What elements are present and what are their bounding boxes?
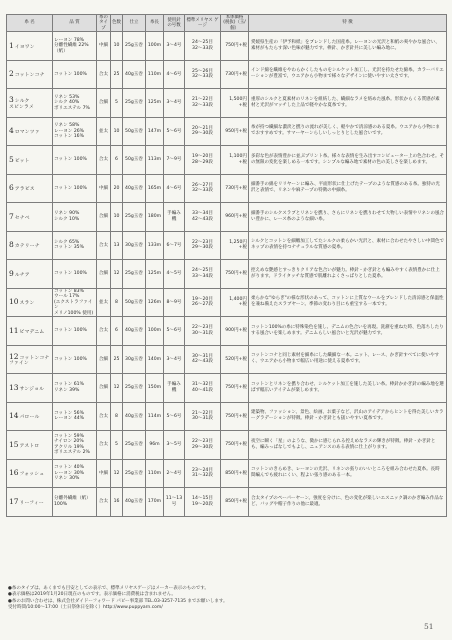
material-cell: コットン 56% レーヨン 44%	[53, 402, 97, 431]
yarn-name: コットンコナ	[14, 73, 45, 79]
type-cell: 合細	[97, 89, 111, 118]
type-cell: 合太	[97, 231, 111, 260]
type-cell: 合細	[97, 203, 111, 232]
header-length: 糸長	[146, 15, 164, 32]
needle-cell: 3～4号	[164, 89, 185, 118]
header-spec: 仕立	[123, 15, 146, 32]
yarn-name: アストロ	[19, 443, 40, 449]
type-cell: 中細	[97, 32, 111, 61]
length-cell: 114m	[146, 402, 164, 431]
colors-cell: 25	[111, 345, 123, 374]
gauge-cell: 21～22目 32～33段	[185, 89, 221, 118]
colors-cell: 8	[111, 402, 123, 431]
yarn-name: セナベ	[14, 215, 30, 221]
feature-cell: コットンのきらめき、レーヨンの光沢、リネンの張りのいいところを組み合わせた夏糸。長時間編んでも疲れにくい、程よい張り感のある一本。	[249, 459, 447, 488]
price-cell: 750円+税	[221, 402, 249, 431]
header-needle: 使用針 の号数	[164, 15, 185, 32]
row-number: 12	[9, 351, 19, 361]
type-cell: 合太	[97, 146, 111, 175]
header-feature: 特 徴	[249, 15, 447, 32]
length-cell: 125m	[146, 260, 164, 289]
spec-cell: 50g玉巻	[123, 288, 146, 317]
row-number: 4	[9, 126, 14, 136]
table-row	[7, 60, 447, 89]
gauge-cell: 19～20目 26～27段	[185, 288, 221, 317]
type-cell: 合太	[97, 431, 111, 460]
spec-cell: 25g玉巻	[123, 260, 146, 289]
row-number: 13	[9, 382, 19, 392]
length-cell: 133m	[146, 231, 164, 260]
yarn-name: パロール	[19, 415, 40, 421]
table-row	[7, 317, 447, 346]
yarn-name-cell	[7, 32, 53, 61]
length-cell: 100m	[146, 32, 164, 61]
table-row	[7, 203, 447, 232]
price-cell: 960円+税	[221, 203, 249, 232]
feature-cell: コットンとリネンを撚り合わせ、シルケット加工を施した美しい糸。棒針かかぎ針の編み地を選ばず幅広いアイテムが楽しめます。	[249, 374, 447, 403]
price-cell: 850円+税	[221, 459, 249, 488]
needle-cell: 3～4号	[164, 345, 185, 374]
table-row	[7, 89, 447, 118]
needle-cell: 5～6号	[164, 402, 185, 431]
colors-cell: 10	[111, 32, 123, 61]
footer-note: ●表示価格は2019年1月20日現在のものです。表示価格に消費税は含まれません。	[8, 592, 176, 598]
colors-cell: 13	[111, 231, 123, 260]
header-colors: 色数	[111, 15, 123, 32]
price-cell: 730円+税	[221, 174, 249, 203]
gauge-cell: 30～31目 42～43段	[185, 345, 221, 374]
yarn-name-cell	[7, 317, 53, 346]
yarn-name-cell	[7, 89, 53, 118]
spec-cell: 25g玉巻	[123, 89, 146, 118]
needle-cell: 3～4号	[164, 32, 185, 61]
row-number: 9	[9, 268, 14, 278]
feature-cell: コットン100%の糸に特殊染色を施し、デニムの色合いを再現。洗濯を重ねた時、色落ちしたりする風合いを楽しめます。デニムらしい風合いと光沢が魅力です。	[249, 317, 447, 346]
price-cell: 900円+税	[221, 317, 249, 346]
yarn-name-cell	[7, 288, 53, 317]
needle-cell: 5～6号	[164, 117, 185, 146]
price-cell: 750円+税	[221, 32, 249, 61]
type-cell: 合細	[97, 345, 111, 374]
spec-cell: 50g玉巻	[123, 146, 146, 175]
gauge-cell: 23～24目 31～32段	[185, 459, 221, 488]
needle-cell: 手編み機	[164, 203, 185, 232]
gauge-cell: 26～27目 32～33段	[185, 174, 221, 203]
material-cell: リネン 90% シルク 10%	[53, 203, 97, 232]
header-material: 品 質	[53, 15, 97, 32]
feature-cell: 愛媛県生産の「伊予和紙」をブレンドした国産糸。レーヨンの光沢と和紙の爽やかな風合い、素材がもたらす深い色味が魅力です。棒針、かぎ針共に美しい編み地に。	[249, 32, 447, 61]
material-cell: コットン 59% ナイロン 20% アクリル 19% ポリエステル 2%	[53, 431, 97, 460]
gauge-cell: 31～32目 40～41段	[185, 374, 221, 403]
spec-cell: 25g玉巻	[123, 374, 146, 403]
material-cell: リネン 58% レーヨン 26% コットン 16%	[53, 117, 97, 146]
yarn-name-cell	[7, 402, 53, 431]
feature-cell: 細番手の綿をリリヤーンに編み、平面形状に仕上げたテープのような質感のある糸。独特の光沢と表情で、リネンや麻テープの特徴の中細糸。	[249, 174, 447, 203]
row-number: 15	[9, 439, 19, 449]
yarn-name: ルチア	[14, 272, 30, 278]
gauge-cell: 19～20目 28～29段	[185, 146, 221, 175]
spec-cell: 40g玉巻	[123, 488, 146, 517]
footer-note: ●糸のタイプは、あくまでも目安としての表示で、標準メリヤスゲージはメーカー表示のものです。	[8, 586, 209, 591]
table-row	[7, 345, 447, 374]
table-row	[7, 402, 447, 431]
price-cell: 1,400円+税	[221, 288, 249, 317]
feature-cell: 重厚のシルクと夏素材のリネンを組紡した、繊細なラメを絡めた風糸。形状からくる質感が素材と光沢がマッチした上品で軽やかな夏糸です。	[249, 89, 447, 118]
length-cell: 113m	[146, 146, 164, 175]
length-cell: 125m	[146, 89, 164, 118]
material-cell: 分離外繊維（紙） 100%	[53, 488, 97, 517]
material-cell: コットン 83% ウール 17% (エクストラファイン メリノ100% 使用)	[53, 288, 97, 317]
yarn-name: スラン	[19, 301, 35, 307]
row-number: 5	[9, 154, 14, 164]
type-cell: 並太	[97, 288, 111, 317]
colors-cell: 12	[111, 260, 123, 289]
row-number: 6	[9, 183, 14, 193]
row-number: 10	[9, 297, 19, 307]
spec-cell: 30g玉巻	[123, 345, 146, 374]
table-row	[7, 260, 447, 289]
row-number: 2	[9, 69, 14, 79]
spec-cell: 25g玉巻	[123, 203, 146, 232]
needle-cell: 8～9号	[164, 288, 185, 317]
spec-cell: 40g玉巻	[123, 402, 146, 431]
yarn-name-cell	[7, 345, 53, 374]
spec-cell: 40g玉巻	[123, 174, 146, 203]
spec-cell: 25g玉巻	[123, 459, 146, 488]
price-cell: 850円+税	[221, 488, 249, 517]
feature-cell: 建築物、ファッション、景色、絵画、お菓子など、沢山のアイデアからヒントを得た美しいカラーグラデーションが特徴。棒針・かぎ針とも扱いやすい夏糸です。	[249, 402, 447, 431]
feature-cell: 控えめな艶感とすっきりクリアな色合いが魅力。棒針・かぎ針とも編みやすく表情豊かに仕上がります。ドライタッチな質感で肌離れよくさっぱりとした夏糸。	[249, 260, 447, 289]
table-row	[7, 174, 447, 203]
type-cell: 並太	[97, 117, 111, 146]
feature-cell: 細番手のシルクスラブとリネンを撚り、さらにリネンを撚りわせて大物しい表情やリネンの風合い豊かに、レース糸のような細い糸。	[249, 203, 447, 232]
colors-cell: 16	[111, 488, 123, 517]
yarn-name-cell	[7, 60, 53, 89]
colors-cell: 25	[111, 60, 123, 89]
yarn-name-cell	[7, 146, 53, 175]
row-number: 17	[9, 496, 19, 506]
yarn-name: コットンコナ ファイン	[9, 355, 50, 367]
price-cell: 730円+税	[221, 60, 249, 89]
material-cell: コットン 100%	[53, 174, 97, 203]
colors-cell: 8	[111, 288, 123, 317]
yarn-name-cell	[7, 459, 53, 488]
price-cell: 950円+税	[221, 117, 249, 146]
needle-cell: 4～5号	[164, 260, 185, 289]
row-number: 8	[9, 240, 14, 250]
colors-cell: 5	[111, 89, 123, 118]
type-cell: 合細	[97, 260, 111, 289]
length-cell: 170m	[146, 488, 164, 517]
material-cell: コットン 100%	[53, 146, 97, 175]
row-number: 14	[9, 411, 19, 421]
feature-cell: 多彩な色が表情豊かに並ぶプリント糸。様々な表情を生み出すコンピューター上の色合わせ。その無限の変化を楽しめる一本です。シンプルな編み地で素材の色の美しさを楽しめます。	[249, 146, 447, 175]
yarn-name: ビット	[14, 158, 30, 164]
yarn-name: ロマンツァ	[14, 130, 40, 136]
colors-cell: 6	[111, 146, 123, 175]
yarn-spec-table	[6, 14, 447, 517]
gauge-cell: 14～15目 19～20段	[185, 488, 221, 517]
yarn-name-cell	[7, 174, 53, 203]
length-cell: 180m	[146, 203, 164, 232]
row-number: 11	[9, 325, 19, 335]
price-cell: 1,500円+税	[221, 89, 249, 118]
type-cell: 中細	[97, 459, 111, 488]
colors-cell: 10	[111, 117, 123, 146]
price-cell: 1,250円+税	[221, 231, 249, 260]
gauge-cell: 33～34目 42～43段	[185, 203, 221, 232]
colors-cell: 6	[111, 317, 123, 346]
gauge-cell: 22～23目 30～31段	[185, 317, 221, 346]
yarn-name-cell	[7, 260, 53, 289]
gauge-cell: 21～22目 30～31段	[185, 402, 221, 431]
colors-cell: 12	[111, 459, 123, 488]
spec-cell: 50g玉巻	[123, 117, 146, 146]
table-row	[7, 117, 447, 146]
yarn-name-cell	[7, 374, 53, 403]
feature-cell: コットンコナと同じ素材を細糸にした繊細な一本。ニット、レース、かぎ針すべてに使いやすく、ウエアから小物まで幅広い用途に使える夏糸です。	[249, 345, 447, 374]
spec-cell: 30g玉巻	[123, 231, 146, 260]
gauge-cell: 22～23目 29～30段	[185, 431, 221, 460]
gauge-cell: 24～25目 33～34段	[185, 260, 221, 289]
length-cell: 165m	[146, 174, 164, 203]
material-cell: リネン 53% シルク 40% ポリエステル 7%	[53, 89, 97, 118]
length-cell: 140m	[146, 345, 164, 374]
feature-cell: シルクとコットンを細嫩加工してたシルクの柔らかい光沢と、素材に合わせたやさしい中間色でネップの表情を持つナチュラルな質感の夏糸。	[249, 231, 447, 260]
length-cell: 126m	[146, 288, 164, 317]
table-row	[7, 431, 447, 460]
row-number: 7	[9, 211, 14, 221]
table-body	[7, 32, 447, 517]
yarn-catalog-sheet	[6, 14, 446, 517]
yarn-name: フォッシュ	[19, 472, 45, 478]
yarn-name: シルク スピンラメ	[9, 99, 34, 110]
needle-cell: 7～9号	[164, 146, 185, 175]
price-cell: 750円+税	[221, 374, 249, 403]
colors-cell: 5	[111, 431, 123, 460]
row-number: 3	[9, 95, 14, 104]
feature-cell: 柔らかな"ゆらぎ"の様な形状のあって、コットンに上質なウールをブレンドした清涼感と保温性を兼ね備えたスラブヤーン。季節の変わり目にも重宝する一本です。	[249, 288, 447, 317]
page-number: 51	[424, 622, 434, 631]
table-row	[7, 288, 447, 317]
table-row	[7, 231, 447, 260]
length-cell: 110m	[146, 459, 164, 488]
footer-note: ●糸のお問い合わせは、株式会社ダイドーフォワード パピー事業部 TEL.03-3257-7135 までお願いします。	[8, 598, 228, 604]
header-price: 本体価格 (税抜)（玉/個）	[221, 15, 249, 32]
yarn-name: アラビス	[14, 187, 35, 193]
price-cell: 520円+税	[221, 345, 249, 374]
feature-cell: 夜空に瞬く「星」のような、微かに感じられる控えめなラメの輝きが特徴。棒針・かぎ針とも、編みっぱなしでもよし、ニュアンスのある表情に仕上がります。	[249, 431, 447, 460]
header-gauge: 標準メリヤス ゲージ	[185, 15, 221, 32]
table-header-row	[7, 15, 447, 32]
length-cell: 147m	[146, 117, 164, 146]
yarn-name-cell	[7, 231, 53, 260]
material-cell: シルク 65% コットン 35%	[53, 231, 97, 260]
needle-cell: 4～6号	[164, 60, 185, 89]
type-cell: 合太	[97, 317, 111, 346]
table-row	[7, 146, 447, 175]
length-cell: 150m	[146, 374, 164, 403]
needle-cell: 11～13号	[164, 488, 185, 517]
type-cell: 中細	[97, 174, 111, 203]
header-type: 糸の タイプ	[97, 15, 111, 32]
row-number: 1	[9, 40, 14, 50]
material-cell: コットン 61% リネン 39%	[53, 374, 97, 403]
type-cell: 合太	[97, 402, 111, 431]
needle-cell: 4～6号	[164, 174, 185, 203]
yarn-name-cell	[7, 203, 53, 232]
yarn-name: カテリーナ	[14, 244, 40, 250]
needle-cell: 3～5号	[164, 431, 185, 460]
table-row	[7, 488, 447, 517]
colors-cell: 12	[111, 374, 123, 403]
type-cell: 合太	[97, 60, 111, 89]
footer-notes	[8, 586, 444, 611]
price-cell: 750円+税	[221, 431, 249, 460]
table-row	[7, 32, 447, 61]
length-cell: 96m	[146, 431, 164, 460]
header-name: 糸 名	[7, 15, 53, 32]
yarn-name-cell	[7, 488, 53, 517]
table-row	[7, 459, 447, 488]
spec-cell: 25g玉巻	[123, 32, 146, 61]
footer-hours: 受付時間/10:00～17:00（土日祭休日を除く）http://www.puppyarn.com/	[8, 604, 163, 610]
yarn-name-cell	[7, 117, 53, 146]
needle-cell: 6～7号	[164, 231, 185, 260]
yarn-name: サンジョル	[19, 386, 45, 392]
feature-cell: インド綿を繊維をやわらかくしたものをシルケット加工し、光沢を持たせた綿糸。カラーバリエーションが豊富で、ウエアから小物まで様々なデザインに使いやすい太さです。	[249, 60, 447, 89]
spec-cell: 40g玉巻	[123, 317, 146, 346]
yarn-name-cell	[7, 431, 53, 460]
price-cell: 750円+税	[221, 260, 249, 289]
length-cell: 100m	[146, 317, 164, 346]
material-cell: コットン 100%	[53, 345, 97, 374]
type-cell: 合太	[97, 488, 111, 517]
gauge-cell: 22～23目 29～30段	[185, 231, 221, 260]
price-cell: 1,100円+税	[221, 146, 249, 175]
yarn-name: リーフィー	[19, 500, 44, 506]
row-number: 16	[9, 468, 19, 478]
feature-cell: 合太タイプのペーパーヤーン。強度を分けに、色の変化が楽しいエスニック調のかぎ編み作品など、バッグや帽子作りの他に最適。	[249, 488, 447, 517]
needle-cell: 2～4号	[164, 459, 185, 488]
gauge-cell: 24～25目 32～33段	[185, 32, 221, 61]
needle-cell: 5～6号	[164, 317, 185, 346]
colors-cell: 20	[111, 174, 123, 203]
material-cell: レーヨン 78% 分離性繊維 22% （紙）	[53, 32, 97, 61]
type-cell: 合細	[97, 374, 111, 403]
material-cell: コットン 100%	[53, 317, 97, 346]
needle-cell: 手編み機	[164, 374, 185, 403]
spec-cell: 40g玉巻	[123, 60, 146, 89]
length-cell: 110m	[146, 60, 164, 89]
yarn-name: イヨワン	[14, 44, 35, 50]
gauge-cell: 20～21目 29～30段	[185, 117, 221, 146]
yarn-name: ビマデニム	[19, 329, 45, 335]
material-cell: コットン 100%	[53, 60, 97, 89]
material-cell: コットン 100%	[53, 260, 97, 289]
gauge-cell: 25～26目 32～33段	[185, 60, 221, 89]
material-cell: コットン 40% レーヨン 30% リネン 30%	[53, 459, 97, 488]
colors-cell: 10	[111, 203, 123, 232]
spec-cell: 25g玉巻	[123, 431, 146, 460]
table-row	[7, 374, 447, 403]
feature-cell: 糸が持つ繊細な濃淡と撚りの流れが美しく、軽やかで清涼感のある夏糸。ウエアから小物にまでおすすめです。サマーヤーンらしいしっとりとした風合いです。	[249, 117, 447, 146]
